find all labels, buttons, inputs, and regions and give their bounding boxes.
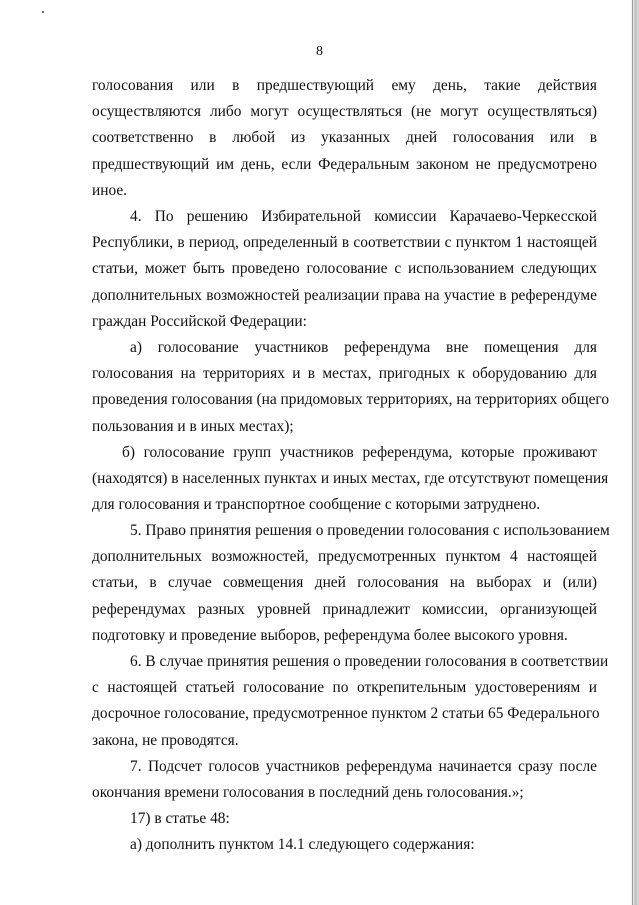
text-line: осуществляются либо могут осуществляться (не могут осуществляться) (92, 103, 597, 121)
text-line: 6. В случае принятия решения о проведении голосования в соответствии (130, 653, 609, 670)
text-line: пользования и в иных местах); (92, 417, 294, 435)
text-line: голосования или в предшествующий ему день, такие действия (92, 77, 597, 94)
text-line: 4. По решению Избирательной комиссии Карачаево-Черкесской (130, 208, 597, 225)
text-line: 7. Подсчет голосов участников референдума начинается сразу после (130, 758, 597, 775)
text-line: проведения голосования (на придомовых территориях, на территориях общего (92, 391, 610, 409)
page-number: 8 (316, 44, 323, 59)
text-line: 5. Право принятия решения о проведении голосования с использованием (130, 522, 610, 539)
text-line: статьи, в случае совмещения дней голосования на выборах и (или) (92, 574, 597, 592)
page-edge-line (632, 0, 633, 905)
text-line: 17) в статье 48: (130, 810, 230, 827)
text-line: референдумах разных уровней принадлежит комиссии, организующей (92, 600, 597, 618)
paragraph-item-6 (92, 649, 609, 754)
scan-speck (42, 11, 44, 13)
paragraph-continuation (92, 73, 597, 204)
paragraph-item-7 (92, 754, 597, 806)
text-line: с настоящей статьей голосование по открепительным удостоверениям и (92, 679, 597, 697)
paragraph-subitem-b (92, 440, 609, 519)
text-line: дополнительных возможностей реализации права на участие в референдуме (92, 286, 597, 304)
text-line: граждан Российской Федерации: (92, 312, 307, 330)
paragraph-subitem-a (92, 335, 610, 440)
text-line: окончания времени голосования в последний день голосования.»; (92, 784, 524, 802)
text-line: дополнительных возможностей, предусмотренных пунктом 4 настоящей (92, 548, 597, 566)
text-line: а) голосование участников референдума вне помещения для (130, 339, 597, 356)
text-line: Республики, в период, определенный в соответствии с пунктом 1 настоящей (92, 234, 597, 252)
text-line: (находятся) в населенных пунктах и иных местах, где отсутствуют помещения (92, 470, 609, 488)
text-line: голосования на территориях и в местах, пригодных к оборудованию для (92, 365, 597, 383)
text-line: соответственно в любой из указанных дней голосования или в (92, 129, 597, 147)
text-line: статьи, может быть проведено голосование с использованием следующих (92, 260, 597, 278)
paragraph-item-4 (92, 204, 597, 335)
text-line: б) голосование групп участников референдума, которые проживают (122, 444, 597, 461)
text-line: досрочное голосование, предусмотренное пунктом 2 статьи 65 Федерального (92, 705, 600, 723)
text-line: подготовку и проведение выборов, референдума более высокого уровня. (92, 626, 568, 644)
text-line: а) дополнить пунктом 14.1 следующего содержания: (130, 836, 475, 854)
text-line: для голосования и транспортное сообщение с которыми затруднено. (92, 496, 541, 514)
paragraph-item-17 (92, 806, 597, 858)
text-line: предшествующий им день, если Федеральным законом не предусмотрено (92, 155, 597, 173)
paragraph-item-5 (92, 518, 610, 649)
text-line: закона, не проводятся. (92, 731, 239, 749)
text-line: иное. (92, 181, 128, 199)
